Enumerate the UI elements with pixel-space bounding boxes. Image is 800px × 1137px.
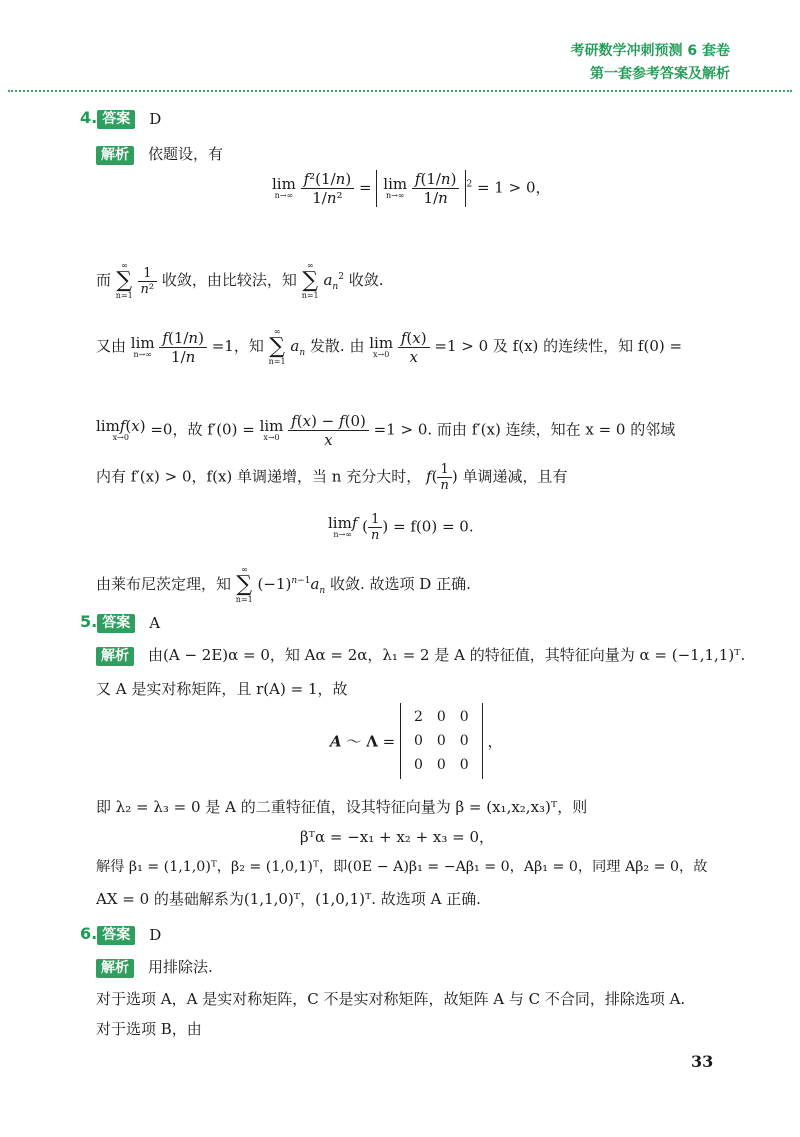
analysis-tag: 解析: [96, 146, 134, 165]
problem-number: 5.: [80, 612, 98, 631]
problem-6-answer-row: [80, 924, 161, 945]
analysis-intro: 依题设，有: [148, 145, 224, 163]
problem-4-line-7: 由莱布尼茨定理，知 ∞ ∑ n=1 $(-1)^{n-1}a_n$ 收敛. 故选项 D 正确.: [96, 565, 471, 604]
equation-limit-ratio: lim n→∞ $\frac{\text{f²(1/n)}}{\text{1/n²}}$ = lim n→∞ $\frac{f(1/n)}{1/n}$ $^2$ = 1 > 0，: [272, 170, 551, 207]
header-divider: [8, 90, 792, 92]
problem-6-line-2: 对于选项 A，A 是实对称矩阵，C 不是实对称矩阵，故矩阵 A 与 C 不合同，排除选项 A.: [96, 990, 686, 1008]
analysis-tag: 解析: [96, 647, 134, 666]
problem-6-line-1: 用排除法.: [148, 958, 213, 976]
answer-tag: 答案: [97, 614, 135, 633]
problem-5-line-2: 又 A 是实对称矩阵，且 r(A) = 1，故: [96, 680, 348, 698]
problem-4-line-2: 而 ∞ ∑ n=1 $\frac{1}{\text{n²}}$ 收敛，由比较法，知 ∞ ∑ n=1 $a_n^2$ 收敛.: [96, 261, 384, 300]
problem-4-analysis-row: [96, 143, 223, 165]
problem-4-line-3: 又由 lim n→∞ $\frac{f(1/n)}{1/n}$ =1，知 ∞ ∑ n=1 $a_n$ 发散. 由 lim x→0 $\frac{f(x)}{x}$ =1 > 0 及 f(x) 的连续性，知 f(0) =: [96, 327, 683, 366]
analysis-tag: 解析: [96, 959, 134, 978]
problem-6-analysis-row: [96, 956, 213, 978]
problem-4-answer-row: [80, 108, 161, 129]
equation-similar-matrix: A ～ Λ = 2 0 0 0 0 0 0 0 0 ，: [330, 703, 503, 779]
equation-limit-f: limf n→∞ ( $\frac{1}{n}$ ) = f(0) = 0.: [328, 512, 474, 543]
problem-5-line-4: 即 λ₂ = λ₃ = 0 是 A 的二重特征值，设其特征向量为 β = (x₁,x₂,x₃)ᵀ，则: [96, 798, 588, 816]
header-book-title: 考研数学冲刺预测 6 套卷: [570, 43, 730, 59]
answer-value: A: [149, 614, 161, 632]
page-number: 33: [691, 1052, 714, 1071]
answer-value: D: [149, 926, 162, 944]
problem-5-analysis-row: [96, 644, 745, 666]
problem-4-line-4: limf(x) x→0 =0，故 f′(0) = lim x→0 $\frac{f(x) - f(0)}{x}$ =1 > 0. 而由 f′(x) 连续，知在 x = 0 的邻域: [96, 412, 676, 449]
problem-5-line-1: 由(A − 2E)α = 0，知 Aα = 2α，λ₁ = 2 是 A 的特征值，其特征向量为 α = (−1,1,1)ᵀ.: [148, 646, 746, 664]
problem-number: 6.: [80, 924, 98, 943]
problem-4-line-5: 内有 f′(x) > 0，f(x) 单调递增，当 n 充分大时， f( $\frac{1}{n}$ ) 单调递减，且有: [96, 462, 568, 493]
problem-5-line-7: AX = 0 的基础解系为(1,1,0)ᵀ，(1,0,1)ᵀ. 故选项 A 正确.: [96, 890, 481, 908]
answer-tag: 答案: [97, 110, 135, 129]
problem-5-answer-row: [80, 612, 160, 633]
diagonal-matrix: 2 0 0 0 0 0 0 0 0: [400, 703, 483, 779]
problem-5-line-6: 解得 β₁ = (1,1,0)ᵀ，β₂ = (1,0,1)ᵀ，即(0E − A)β₁ = −Aβ₁ = 0，Aβ₁ = 0，同理 Aβ₂ = 0，故: [96, 859, 708, 875]
answer-tag: 答案: [97, 926, 135, 945]
problem-6-line-3: 对于选项 B，由: [96, 1020, 202, 1038]
problem-number: 4.: [80, 108, 98, 127]
problem-5-line-5: βᵀα = −x₁ + x₂ + x₃ = 0，: [300, 828, 495, 846]
answer-value: D: [149, 110, 162, 128]
header-section-title: 第一套参考答案及解析: [590, 66, 730, 82]
